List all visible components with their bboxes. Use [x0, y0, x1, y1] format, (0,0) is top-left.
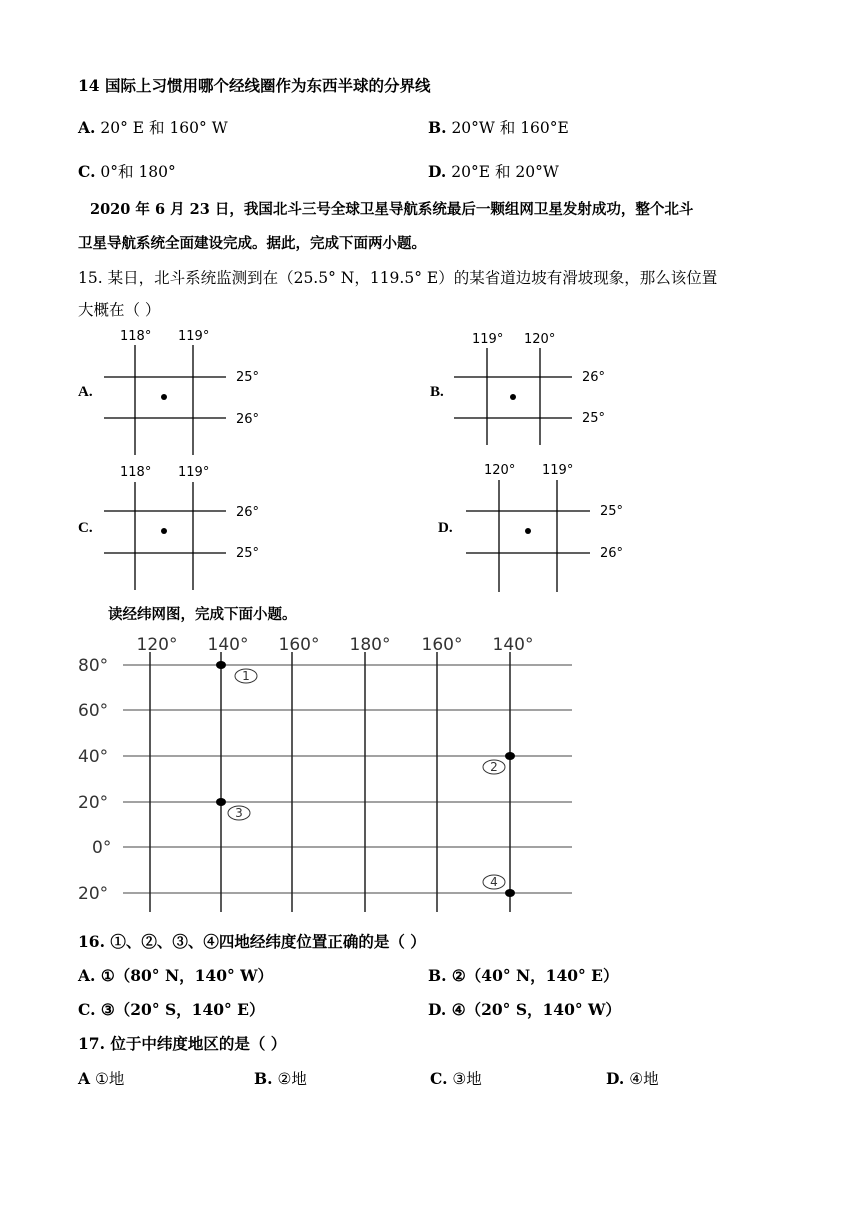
option-text: ③（20° S，140° E） — [100, 1000, 265, 1019]
option-label: D. — [606, 1069, 625, 1088]
option-text: ②地 — [277, 1070, 307, 1088]
point-1-marker: 1 — [242, 669, 250, 683]
q16-option-d — [428, 998, 621, 1020]
option-label: C. — [430, 1069, 448, 1088]
lon-label-180: 180° — [349, 635, 391, 655]
q17-option-c — [430, 1067, 482, 1089]
lon-label: 118° — [120, 465, 152, 480]
q17-option-a — [78, 1067, 124, 1089]
option-text: 20°E 和 20°W — [451, 163, 559, 181]
option-label: D. — [428, 162, 447, 181]
lat-label-20: 20° — [78, 793, 109, 813]
point-3-dot — [216, 798, 226, 806]
q16-option-b — [428, 964, 619, 986]
option-text: 20°W 和 160°E — [451, 119, 569, 137]
passage-line-1: 2020 年 6 月 23 日，我国北斗三号全球卫星导航系统最后一颗组网卫星发射成功，整个北斗 — [90, 201, 694, 218]
q17-option-d — [606, 1067, 659, 1089]
option-text: ①地 — [94, 1070, 125, 1088]
option-text: 20° E 和 160° W — [100, 119, 228, 137]
lon-label-160: 160° — [278, 635, 320, 655]
option-label: A — [78, 1069, 91, 1088]
lat-label: 25° — [600, 504, 624, 519]
point-3-marker: 3 — [235, 806, 243, 820]
point-2-marker: 2 — [490, 760, 498, 774]
option-text: ④地 — [629, 1070, 659, 1088]
q15-option-b-label: B. — [430, 384, 444, 400]
lat-label: 25° — [236, 370, 260, 385]
point-1-dot — [216, 661, 226, 669]
option-label: A. — [78, 118, 96, 137]
option-text: ④（20° S，140° W） — [451, 1000, 621, 1019]
q15-option-c-label: C. — [78, 520, 93, 536]
lon-label: 119° — [472, 332, 504, 347]
point-4-dot — [505, 889, 515, 897]
option-label: D. — [428, 1000, 447, 1019]
q16-option-c — [78, 998, 265, 1020]
lon-label: 120° — [484, 463, 516, 478]
reading-instruction: 读经纬网图，完成下面小题。 — [108, 606, 297, 623]
lat-label: 26° — [236, 412, 260, 427]
q17-option-b — [254, 1067, 307, 1089]
option-label: A. — [78, 966, 96, 985]
q17-stem: 17. 位于中纬度地区的是（ ） — [78, 1034, 287, 1053]
q15-stem-line-1: 15. 某日，北斗系统监测到在（25.5° N，119.5° E）的某省道边坡有滑坡现象，那么该位置 — [78, 269, 718, 287]
lat-label-40: 40° — [78, 747, 109, 767]
lon-label: 118° — [120, 329, 152, 344]
lon-label: 119° — [178, 465, 210, 480]
lon-label-140-right: 140° — [492, 635, 534, 655]
q16-stem: 16. ①、②、③、④四地经纬度位置正确的是（ ） — [78, 932, 426, 951]
lat-label-0: 0° — [92, 838, 112, 858]
lat-label-80: 80° — [78, 656, 109, 676]
lon-label-120: 120° — [136, 635, 178, 655]
lon-label: 119° — [178, 329, 210, 344]
lat-label: 26° — [236, 505, 260, 520]
lon-label: 120° — [524, 332, 556, 347]
q15-stem-line-2: 大概在（ ） — [78, 301, 161, 319]
option-label: B. — [428, 118, 447, 137]
passage-line-2: 卫星导航系统全面建设完成。据此，完成下面两小题。 — [78, 235, 426, 252]
option-text: ②（40° N，140° E） — [451, 966, 619, 985]
q14-stem: 14 国际上习惯用哪个经线圈作为东西半球的分界线 — [78, 76, 431, 95]
option-label: B. — [254, 1069, 273, 1088]
q15-option-d-label: D. — [438, 520, 453, 536]
q16-option-a — [78, 964, 273, 986]
lat-label: 26° — [582, 370, 606, 385]
lon-label: 119° — [542, 463, 574, 478]
point-4-marker: 4 — [490, 875, 498, 889]
lon-label-140: 140° — [207, 635, 249, 655]
option-label: B. — [428, 966, 447, 985]
lat-label: 26° — [600, 546, 624, 561]
lon-label-160-right: 160° — [421, 635, 463, 655]
point-2-dot — [505, 752, 515, 760]
q15-option-a-label: A. — [78, 384, 93, 400]
option-label: C. — [78, 162, 96, 181]
lat-label-60: 60° — [78, 701, 109, 721]
lat-label: 25° — [236, 546, 260, 561]
option-text: 0°和 180° — [100, 163, 176, 181]
lat-label: 25° — [582, 411, 606, 426]
option-text: ③地 — [452, 1070, 482, 1088]
option-text: ①（80° N，140° W） — [100, 966, 274, 985]
option-label: C. — [78, 1000, 96, 1019]
lat-label-20-lower: 20° — [78, 884, 109, 904]
